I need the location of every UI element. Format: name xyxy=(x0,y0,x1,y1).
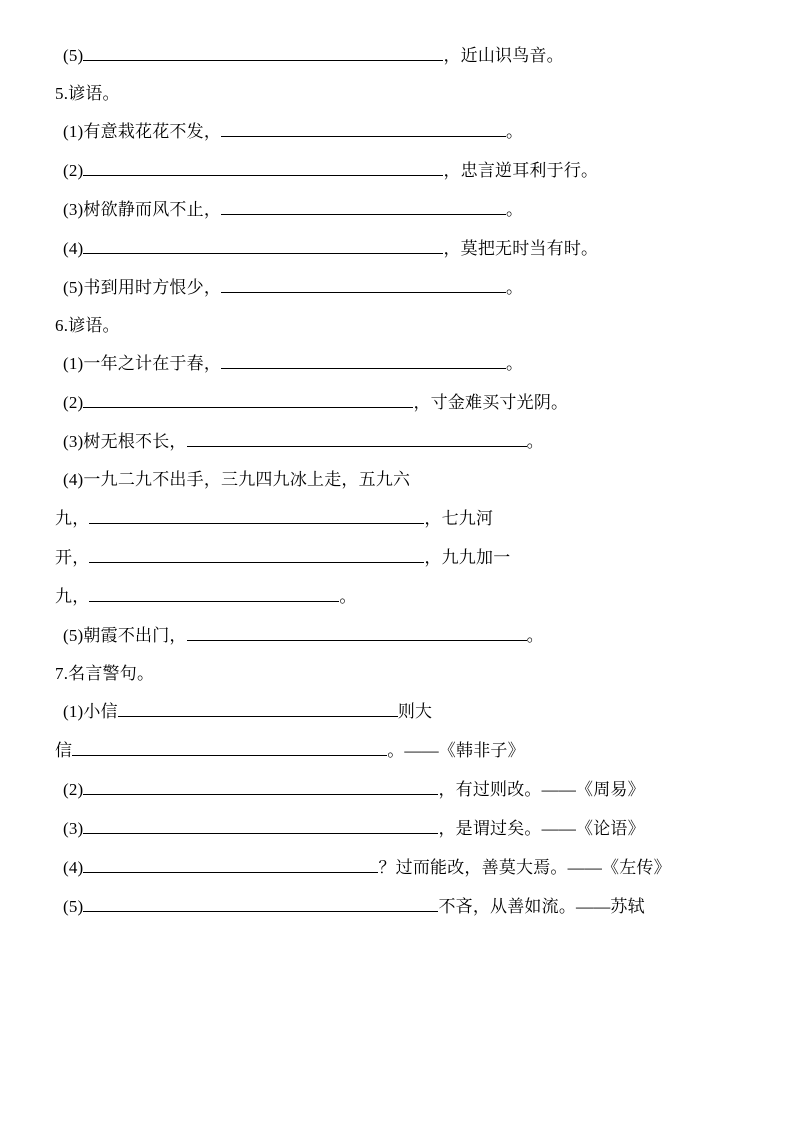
question-text: (1)有意栽花花不发， xyxy=(63,122,222,141)
document-body xyxy=(55,46,715,936)
question-line xyxy=(55,858,715,876)
question-text: 。 xyxy=(506,354,524,373)
heading-text: 6.谚语。 xyxy=(55,316,120,335)
answer-blank[interactable] xyxy=(83,819,438,834)
answer-blank[interactable] xyxy=(221,122,506,137)
question-text: (2) xyxy=(63,780,84,799)
question-text: (5)朝霞不出门， xyxy=(63,626,187,645)
question-text: ，七九河 xyxy=(424,509,494,528)
question-text: ，莫把无时当有时。 xyxy=(443,239,599,258)
question-text: (4) xyxy=(63,239,84,258)
question-text: (3) xyxy=(63,819,84,838)
question-line xyxy=(55,46,715,64)
answer-blank[interactable] xyxy=(83,46,443,61)
question-line xyxy=(55,471,715,488)
question-line xyxy=(55,239,715,257)
answer-blank[interactable] xyxy=(221,200,506,215)
answer-blank[interactable] xyxy=(89,548,424,563)
question-text: (4)一九二九不出手，三九四九冰上走，五九六 xyxy=(63,470,411,489)
question-line xyxy=(55,161,715,179)
heading-text: 7.名言警句。 xyxy=(55,664,155,683)
answer-blank[interactable] xyxy=(72,741,387,756)
answer-blank[interactable] xyxy=(187,626,527,641)
answer-blank[interactable] xyxy=(83,239,443,254)
question-line xyxy=(55,432,715,450)
question-text: 不吝，从善如流。——苏轼 xyxy=(438,897,645,916)
question-text: 信 xyxy=(55,741,73,760)
answer-blank[interactable] xyxy=(89,509,424,524)
question-text: (2) xyxy=(63,161,84,180)
question-text: 九， xyxy=(55,509,90,528)
question-line xyxy=(55,354,715,372)
question-text: (1)一年之计在于春， xyxy=(63,354,222,373)
question-text: ？过而能改，善莫大焉。——《左传》 xyxy=(378,858,671,877)
question-text: 。——《韩非子》 xyxy=(387,741,525,760)
question-line xyxy=(55,393,715,411)
question-line xyxy=(55,200,715,218)
question-text: (5) xyxy=(63,897,84,916)
answer-blank[interactable] xyxy=(83,393,413,408)
question-text: 。 xyxy=(339,587,357,606)
question-text: (4) xyxy=(63,858,84,877)
question-text: 。 xyxy=(526,432,544,451)
question-text: (5)书到用时方恨少， xyxy=(63,278,222,297)
question-line xyxy=(55,780,715,798)
question-text: 开， xyxy=(55,548,90,567)
question-text: 。 xyxy=(506,122,524,141)
question-text: 。 xyxy=(506,200,524,219)
question-text: 。 xyxy=(526,626,544,645)
answer-blank[interactable] xyxy=(83,858,378,873)
answer-blank[interactable] xyxy=(83,780,438,795)
answer-blank[interactable] xyxy=(221,354,506,369)
question-line xyxy=(55,587,715,605)
question-text: ，九九加一 xyxy=(424,548,511,567)
section-heading xyxy=(55,85,715,102)
answer-blank[interactable] xyxy=(89,587,339,602)
question-text: ，有过则改。——《周易》 xyxy=(438,780,645,799)
section-heading xyxy=(55,665,715,682)
question-line xyxy=(55,548,715,566)
question-text: (3)树无根不长， xyxy=(63,432,187,451)
question-text: 九， xyxy=(55,587,90,606)
answer-blank[interactable] xyxy=(83,161,443,176)
question-text: (5) xyxy=(63,46,84,65)
answer-blank[interactable] xyxy=(118,702,398,717)
question-text: ，近山识鸟音。 xyxy=(443,46,564,65)
section-heading xyxy=(55,317,715,334)
question-line xyxy=(55,509,715,527)
question-text: (2) xyxy=(63,393,84,412)
question-line xyxy=(55,702,715,720)
question-text: ，是谓过矣。——《论语》 xyxy=(438,819,645,838)
question-line xyxy=(55,897,715,915)
question-text: 。 xyxy=(506,278,524,297)
question-line xyxy=(55,741,715,759)
answer-blank[interactable] xyxy=(221,278,506,293)
heading-text: 5.谚语。 xyxy=(55,84,120,103)
question-line xyxy=(55,626,715,644)
question-text: ，寸金难买寸光阴。 xyxy=(413,393,569,412)
answer-blank[interactable] xyxy=(187,432,527,447)
question-line xyxy=(55,122,715,140)
question-text: 则大 xyxy=(397,702,433,721)
question-line xyxy=(55,819,715,837)
answer-blank[interactable] xyxy=(83,897,438,912)
question-line xyxy=(55,278,715,296)
question-text: ，忠言逆耳利于行。 xyxy=(443,161,599,180)
question-text: (1)小信 xyxy=(63,702,118,721)
question-text: (3)树欲静而风不止， xyxy=(63,200,222,219)
